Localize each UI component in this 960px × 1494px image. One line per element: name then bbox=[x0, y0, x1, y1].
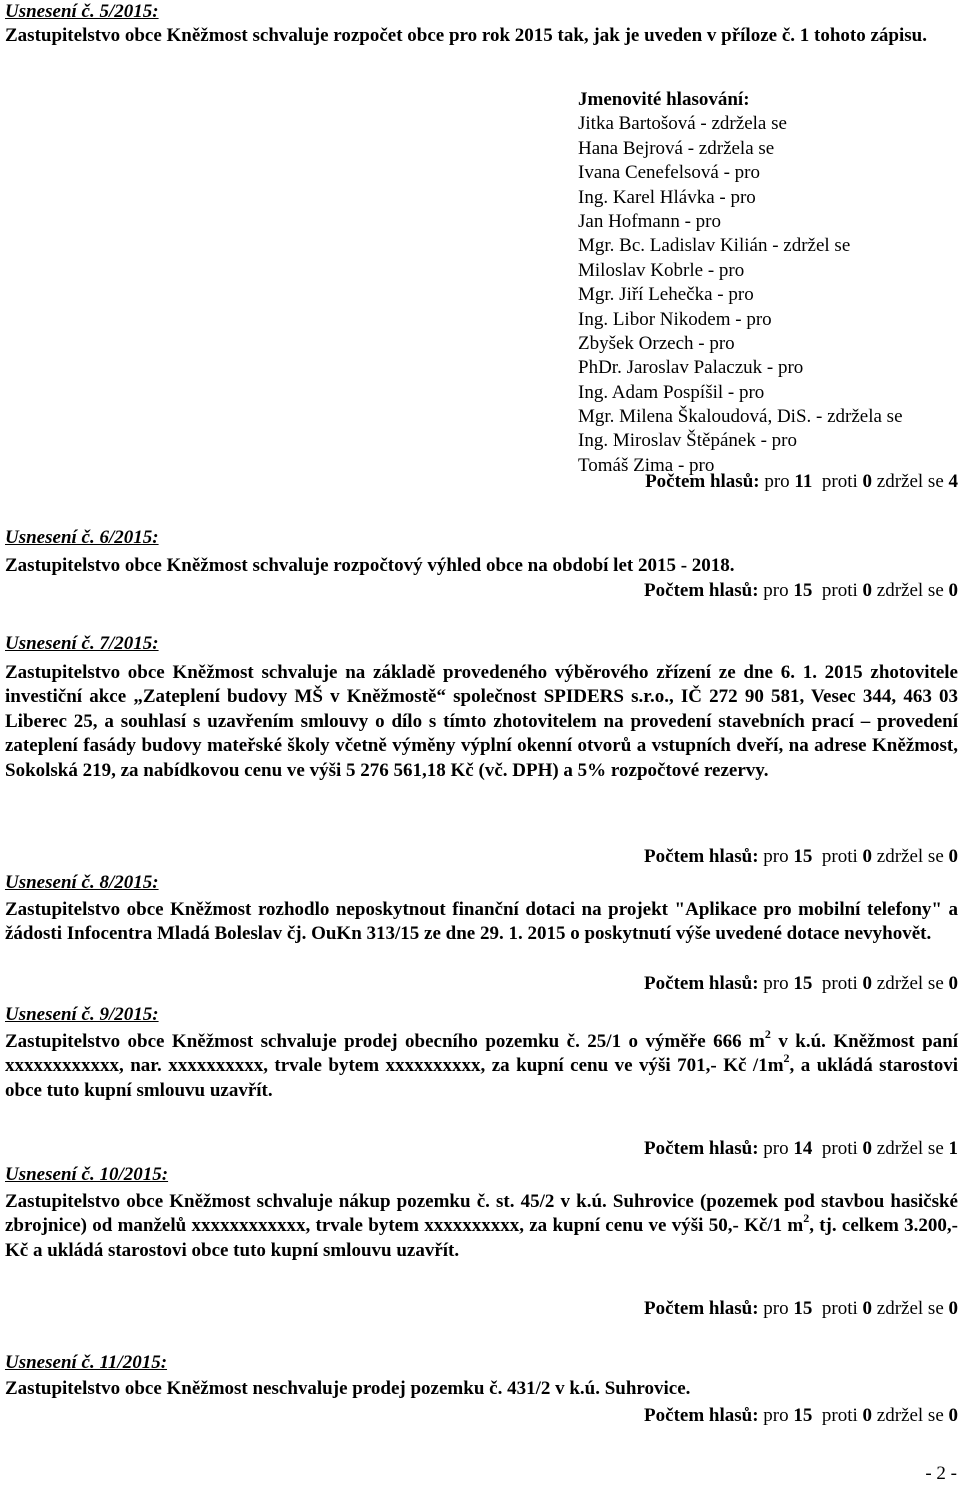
vote-proti-count: 0 bbox=[862, 973, 873, 994]
vote-abstain-count: 0 bbox=[948, 973, 958, 994]
vote-label: Počtem hlasů: bbox=[644, 973, 759, 994]
vote-proti-label: proti bbox=[821, 471, 858, 492]
vote-pro-count: 15 bbox=[793, 1298, 813, 1319]
voter-entry: Ing. Miroslav Štěpánek - pro bbox=[578, 430, 797, 452]
vote-abstain-count: 4 bbox=[948, 471, 958, 492]
vote-proti-count: 0 bbox=[862, 1405, 873, 1426]
vote-abstain-label: zdržel se bbox=[876, 973, 944, 994]
vote-pro-label: pro bbox=[763, 973, 789, 994]
vote-proti-label: proti bbox=[821, 1138, 858, 1159]
vote-pro-label: pro bbox=[763, 580, 789, 601]
superscript: 2 bbox=[803, 1211, 810, 1226]
vote-pro-count: 15 bbox=[793, 846, 813, 867]
vote-abstain-count: 0 bbox=[948, 1298, 958, 1319]
text-run: v k.ú. Kněžmost paní xxxxxxxxxxxx, nar. xxxxxxxxxx, trvale bytem xxxxxxxxxx, za kupní cenu ve výši 701,- Kč /1m bbox=[5, 1031, 959, 1077]
vote-proti-label: proti bbox=[821, 846, 858, 867]
voter-entry: Mgr. Milena Škaloudová, DiS. - zdržela se bbox=[578, 406, 903, 428]
vote-abstain-count: 0 bbox=[948, 580, 958, 601]
resolution-8-vote-tally bbox=[644, 972, 958, 996]
voter-entry: Tomáš Zima - pro bbox=[578, 454, 715, 476]
vote-abstain-label: zdržel se bbox=[876, 846, 944, 867]
roll-call-heading: Jmenovité hlasování: bbox=[578, 89, 750, 110]
resolution-11-vote-tally bbox=[644, 1404, 958, 1428]
vote-abstain-count: 1 bbox=[948, 1138, 958, 1159]
resolution-8-text: Zastupitelstvo obce Kněžmost rozhodlo neposkytnout finanční dotaci na projekt "Aplikace pro mobilní telefony" a žádosti Infocentra Mladá Boleslav čj. OuKn 313/15 ze dne 29. 1. 2015 o poskytnutí výše uvedené dotace nevyhovět. bbox=[5, 899, 958, 945]
superscript: 2 bbox=[783, 1051, 790, 1066]
voter-entry: Ing. Adam Pospíšil - pro bbox=[578, 381, 765, 403]
voter-entry: PhDr. Jaroslav Palaczuk - pro bbox=[578, 357, 804, 379]
resolution-9-heading: Usnesení č. 9/2015: bbox=[5, 1004, 159, 1025]
vote-pro-label: pro bbox=[763, 1298, 789, 1319]
resolution-6-text: Zastupitelstvo obce Kněžmost schvaluje rozpočtový výhled obce na období let 2015 - 2018. bbox=[5, 555, 735, 576]
voter-entry: Jitka Bartošová - zdržela se bbox=[578, 113, 787, 135]
vote-proti-label: proti bbox=[821, 580, 858, 601]
text-run: Zastupitelstvo obce Kněžmost schvaluje nákup pozemku č. st. 45/2 v k.ú. Suhrovice (pozemek pod stavbou hasičské zbrojnice) od manželů xxxxxxxxxxxx, trvale bytem xxxxxxxxxx, za kupní cenu ve výši 50,- Kč/1 m bbox=[5, 1191, 958, 1237]
resolution-7-heading: Usnesení č. 7/2015: bbox=[5, 633, 159, 654]
vote-pro-count: 11 bbox=[794, 471, 813, 492]
text-run: , tj. celkem 3.200,- Kč a ukládá starostovi obce tuto kupní smlouvu uzavřít. bbox=[5, 1215, 958, 1261]
voter-entry: Zbyšek Orzech - pro bbox=[578, 332, 735, 354]
vote-proti-label: proti bbox=[821, 1298, 858, 1319]
voter-entry: Ing. Karel Hlávka - pro bbox=[578, 186, 756, 208]
vote-pro-label: pro bbox=[763, 1405, 789, 1426]
text-run: Zastupitelstvo obce Kněžmost schvaluje prodej obecního pozemku č. 25/1 o výměře 666 m bbox=[5, 1031, 765, 1052]
vote-proti-label: proti bbox=[821, 1405, 858, 1426]
vote-label: Počtem hlasů: bbox=[644, 580, 759, 601]
resolution-5-heading: Usnesení č. 5/2015: bbox=[5, 1, 159, 22]
voter-entry: Ing. Libor Nikodem - pro bbox=[578, 308, 772, 330]
vote-label: Počtem hlasů: bbox=[645, 471, 760, 492]
resolution-6-heading: Usnesení č. 6/2015: bbox=[5, 527, 159, 548]
voter-entry: Hana Bejrová - zdržela se bbox=[578, 137, 775, 159]
vote-pro-label: pro bbox=[764, 471, 790, 492]
voter-entry: Mgr. Bc. Ladislav Kilián - zdržel se bbox=[578, 235, 851, 257]
resolution-5-text: Zastupitelstvo obce Kněžmost schvaluje rozpočet obce pro rok 2015 tak, jak je uveden v příloze č. 1 tohoto zápisu. bbox=[5, 25, 927, 46]
vote-abstain-count: 0 bbox=[948, 1405, 958, 1426]
vote-abstain-label: zdržel se bbox=[876, 580, 944, 601]
vote-pro-count: 15 bbox=[793, 580, 813, 601]
vote-abstain-label: zdržel se bbox=[876, 1405, 944, 1426]
vote-proti-count: 0 bbox=[862, 1138, 873, 1159]
vote-abstain-label: zdržel se bbox=[876, 1298, 944, 1319]
resolution-7-vote-tally bbox=[644, 845, 958, 869]
resolution-10-heading: Usnesení č. 10/2015: bbox=[5, 1164, 169, 1185]
vote-proti-count: 0 bbox=[862, 580, 873, 601]
vote-abstain-label: zdržel se bbox=[876, 1138, 944, 1159]
voter-entry: Ivana Cenefelsová - pro bbox=[578, 162, 761, 184]
vote-label: Počtem hlasů: bbox=[644, 846, 759, 867]
vote-pro-count: 15 bbox=[793, 1405, 813, 1426]
vote-pro-label: pro bbox=[763, 1138, 789, 1159]
voter-entry: Jan Hofmann - pro bbox=[578, 210, 721, 232]
resolution-9-text bbox=[5, 1026, 959, 1103]
vote-label: Počtem hlasů: bbox=[644, 1298, 759, 1319]
superscript: 2 bbox=[764, 1026, 771, 1041]
voter-entry: Miloslav Kobrle - pro bbox=[578, 259, 745, 281]
resolution-10-vote-tally bbox=[644, 1297, 958, 1321]
vote-label: Počtem hlasů: bbox=[644, 1405, 759, 1426]
vote-abstain-label: zdržel se bbox=[876, 471, 944, 492]
resolution-8-heading: Usnesení č. 8/2015: bbox=[5, 872, 159, 893]
page-number: - 2 - bbox=[925, 1463, 957, 1484]
vote-proti-count: 0 bbox=[862, 1298, 873, 1319]
resolution-5-vote-tally bbox=[645, 470, 958, 494]
roll-call-vote-list bbox=[578, 88, 958, 478]
vote-proti-count: 0 bbox=[862, 846, 873, 867]
vote-pro-label: pro bbox=[763, 846, 789, 867]
resolution-9-vote-tally bbox=[644, 1137, 958, 1161]
text-run: , a ukládá starostovi obce tuto kupní smlouvu uzavřít. bbox=[5, 1055, 958, 1101]
voter-entry: Mgr. Jiří Lehečka - pro bbox=[578, 284, 754, 306]
vote-pro-count: 14 bbox=[793, 1138, 813, 1159]
resolution-7-text: Zastupitelstvo obce Kněžmost schvaluje na základě provedeného výběrového zřízení ze dne 6. 1. 2015 zhotovitele investiční akce „Zateplení budovy MŠ v Kněžmostě“ společnost SPIDERS s.r.o., IČ 272 90 581, Vesec 344, 463 03 Liberec 25, a souhlasí s uzavřením smlouvy o dílo s tímto zhotovitelem na provedení stavebních prací – provedení zateplení fasády budovy mateřské školy včetně výměny výplní okenní otvorů a vstupních dveří, na adrese Kněžmost, Sokolská 219, za nabídkovou cenu ve výši 5 276 561,18 Kč (vč. DPH) a 5% rozpočtové rezervy. bbox=[5, 662, 958, 781]
vote-proti-label: proti bbox=[821, 973, 858, 994]
vote-pro-count: 15 bbox=[793, 973, 813, 994]
vote-abstain-count: 0 bbox=[948, 846, 958, 867]
resolution-11-text: Zastupitelstvo obce Kněžmost neschvaluje prodej pozemku č. 431/2 v k.ú. Suhrovice. bbox=[5, 1378, 691, 1399]
resolution-10-text bbox=[5, 1190, 958, 1263]
resolution-11-heading: Usnesení č. 11/2015: bbox=[5, 1352, 168, 1373]
resolution-6-vote-tally bbox=[644, 579, 958, 603]
vote-label: Počtem hlasů: bbox=[644, 1138, 759, 1159]
vote-proti-count: 0 bbox=[862, 471, 873, 492]
